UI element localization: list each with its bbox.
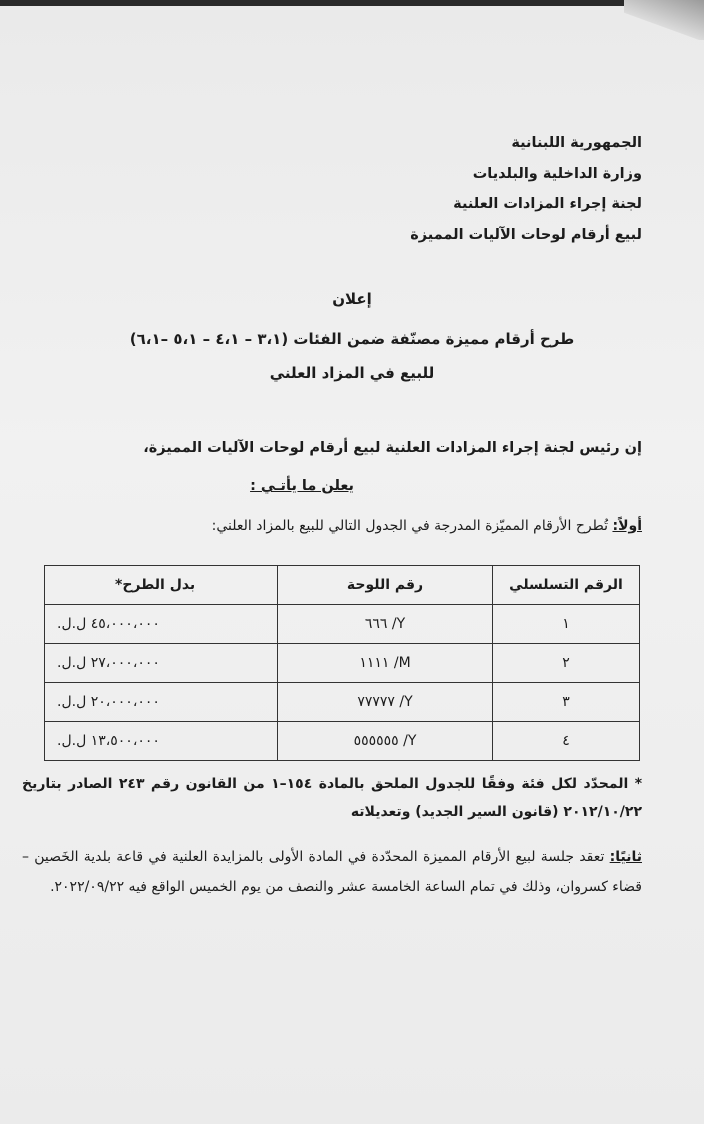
- issuer-header: [282, 128, 642, 250]
- cell-seq: ٢: [493, 644, 640, 683]
- table-header-row: [45, 566, 640, 605]
- header-line-republic: الجمهورية اللبنانية: [511, 135, 642, 151]
- article-first-label: أولاً:: [612, 518, 642, 534]
- intro-paragraph: إن رئيس لجنة إجراء المزادات العلنية لبيع أرقام لوحات الآليات المميزة،: [143, 440, 642, 456]
- article-first: [22, 518, 642, 534]
- cell-seq: ٤: [493, 722, 640, 761]
- header-line-purpose: لبيع أرقام لوحات الآليات المميزة: [410, 226, 642, 243]
- cell-seq: ٣: [493, 683, 640, 722]
- article-first-text: تُطرح الأرقام المميّزة المدرجة في الجدول التالي للبيع بالمزاد العلني:: [211, 518, 613, 534]
- photo-top-edge: [0, 0, 704, 6]
- cell-seq: ١: [493, 605, 640, 644]
- table-row: [45, 683, 640, 722]
- table-row: [45, 722, 640, 761]
- header-line-committee: لجنة إجراء المزادات العلنية: [453, 196, 642, 212]
- col-header-plate: رقم اللوحة: [278, 566, 493, 605]
- cell-price: ١٣،٥٠٠،٠٠٠ ل.ل.: [45, 722, 278, 761]
- announcement-subtitle-2: للبيع في المزاد العلني: [269, 364, 435, 382]
- cell-plate: Y/ ٥٥٥٥٥٥: [278, 722, 493, 761]
- announcement-title: إعلان: [332, 290, 372, 308]
- header-line-ministry: وزارة الداخلية والبلديات: [472, 165, 642, 182]
- announcement-subtitle: طرح أرقام مميزة مصنّفة ضمن الفئات (٣،١ – ٤،١ – ٥،١ –٦،١): [129, 330, 575, 348]
- article-second-label: ثانيًا:: [609, 849, 642, 865]
- table-footnote: * المحدّد لكل فئة وفقًا للجدول الملحق بالمادة ١٥٤–١ من القانون رقم ٢٤٣ الصادر بتاريخ ٢٠١٢/١٠/٢٢ (قانون السير الجديد) وتعديلاته: [22, 776, 643, 820]
- cell-price: ٢٧،٠٠٠،٠٠٠ ل.ل.: [45, 644, 278, 683]
- cell-plate: Y/ ٦٦٦: [278, 605, 493, 644]
- table-row: [45, 605, 640, 644]
- table-row: [45, 644, 640, 683]
- cell-plate: M/ ١١١١: [278, 644, 493, 683]
- col-header-price: بدل الطرح*: [45, 566, 278, 605]
- cell-price: ٤٥،٠٠٠،٠٠٠ ل.ل.: [45, 605, 278, 644]
- plates-table: [44, 565, 640, 761]
- article-second: [22, 842, 642, 902]
- col-header-seq: الرقم التسلسلي: [493, 566, 640, 605]
- cell-plate: Y/ ٧٧٧٧٧: [278, 683, 493, 722]
- cell-price: ٢٠،٠٠٠،٠٠٠ ل.ل.: [45, 683, 278, 722]
- announces-heading: يعلن ما يأتـي :: [250, 478, 354, 494]
- page-corner-shadow: [624, 0, 704, 40]
- article-second-text: تعقد جلسة لبيع الأرقام المميزة المحدّدة في المادة الأولى بالمزايدة العلنية في قاعة بلدية الخَصين – قضاء كسروان، وذلك في تمام الساعة الخامسة عشر والنصف من يوم الخميس الواقع فيه ٢٠٢٢/٠٩/٢٢.: [22, 849, 642, 895]
